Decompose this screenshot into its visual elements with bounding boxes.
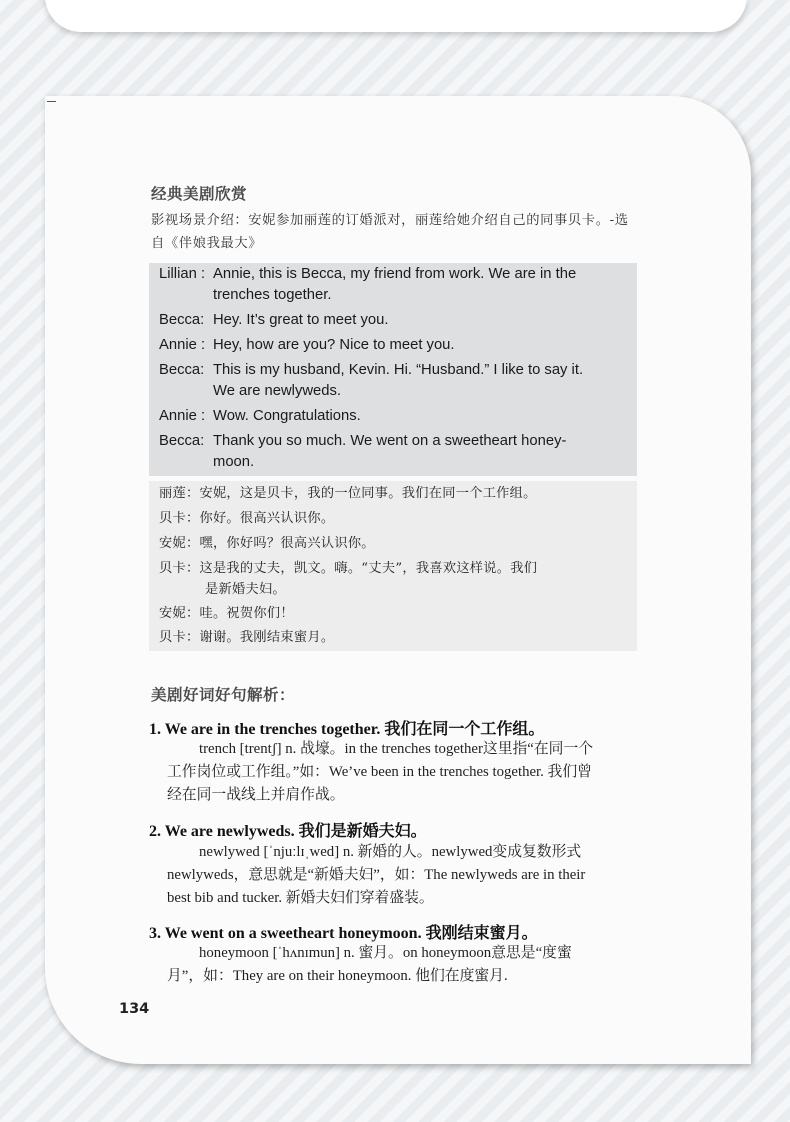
- line-text: Thank you so much. We went on a sweetheart honey-: [213, 433, 567, 449]
- line-text-cont: trenches together.: [213, 287, 332, 303]
- line-text: Hey. It’s great to meet you.: [213, 312, 389, 328]
- line-text-cont: 是新婚夫妇。: [205, 582, 286, 597]
- scene-intro: 影视场景介绍：安妮参加丽莲的订婚派对，丽莲给她介绍自己的同事贝卡。-选自《伴娘我最大》: [151, 213, 629, 251]
- explanation-line: 经在同一战线上并肩作战。: [167, 787, 345, 803]
- phrase-explanation-1: [167, 738, 639, 807]
- phrase-heading-1: 1. We are in the trenches together. 我们在同一个工作组。: [149, 721, 545, 738]
- speaker: Annie :: [159, 337, 206, 353]
- explanation-line: honeymoon [ˈhʌnɪmun] n. 蜜月。on honeymoon意思是“度蜜: [199, 945, 572, 961]
- speaker: Becca:: [159, 362, 205, 378]
- line-text: 丽莲：安妮，这是贝卡，我的一位同事。我们在同一个工作组。: [159, 486, 537, 501]
- previous-page-edge: [45, 0, 747, 32]
- line-text: 贝卡：你好。很高兴认识你。: [159, 511, 335, 526]
- corner-mark: [47, 101, 56, 102]
- line-text: Wow. Congratulations.: [213, 408, 361, 424]
- speaker: Becca:: [159, 433, 205, 449]
- phrase-heading-3: 3. We went on a sweetheart honeymoon. 我刚结束蜜月。: [149, 925, 538, 942]
- explanation-line: 工作岗位或工作组。”如：We’ve been in the trenches together. 我们曾: [167, 764, 592, 780]
- chinese-dialogue-box: [149, 481, 637, 651]
- line-text: Hey, how are you? Nice to meet you.: [213, 337, 455, 353]
- dialogue-line-zh: [159, 533, 629, 554]
- speaker: Lillian :: [159, 266, 206, 282]
- line-text: 安妮：嘿，你好吗？很高兴认识你。: [159, 536, 375, 551]
- explanation-line: newlywed [ˈnjuːlɪˌwed] n. 新婚的人。newlywed变成复数形式: [199, 844, 582, 860]
- dialogue-line-zh: [159, 508, 629, 529]
- explanation-line: best bib and tucker. 新婚夫妇们穿着盛装。: [167, 890, 434, 906]
- line-text: 安妮：哇。祝贺你们！: [159, 606, 294, 621]
- explanation-line: newlyweds，意思就是“新婚夫妇”，如：The newlyweds are in their: [167, 867, 586, 883]
- dialogue-line-zh: [159, 483, 629, 504]
- line-text: Annie, this is Becca, my friend from work. We are in the: [213, 266, 577, 282]
- line-text: This is my husband, Kevin. Hi. “Husband.” I like to say it.: [213, 362, 584, 378]
- phrase-heading-2: 2. We are newlyweds. 我们是新婚夫妇。: [149, 823, 427, 840]
- analysis-title: 美剧好词好句解析：: [151, 686, 296, 704]
- dialogue-line-zh: [159, 603, 629, 624]
- phrase-explanation-2: [167, 841, 639, 910]
- english-dialogue-box: [149, 263, 637, 476]
- page-number: 134: [119, 1001, 150, 1017]
- speaker: Becca:: [159, 312, 205, 328]
- explanation-line: 月”，如：They are on their honeymoon. 他们在度蜜月.: [167, 968, 508, 984]
- explanation-line: trench [trentʃ] n. 战壕。in the trenches together这里指“在同一个: [199, 741, 594, 757]
- phrase-explanation-3: [167, 942, 639, 988]
- line-text-cont: We are newlyweds.: [213, 383, 342, 399]
- dialogue-line-zh: [159, 558, 629, 600]
- dialogue-line-zh: [159, 627, 629, 648]
- line-text: 贝卡：这是我的丈夫，凯文。嗨。“丈夫”，我喜欢这样说。我们: [159, 561, 538, 576]
- book-page: [45, 96, 751, 1064]
- speaker: Annie :: [159, 408, 206, 424]
- section-title: 经典美剧欣赏: [151, 185, 248, 203]
- line-text: 贝卡：谢谢。我刚结束蜜月。: [159, 630, 335, 645]
- line-text-cont: moon.: [213, 454, 255, 470]
